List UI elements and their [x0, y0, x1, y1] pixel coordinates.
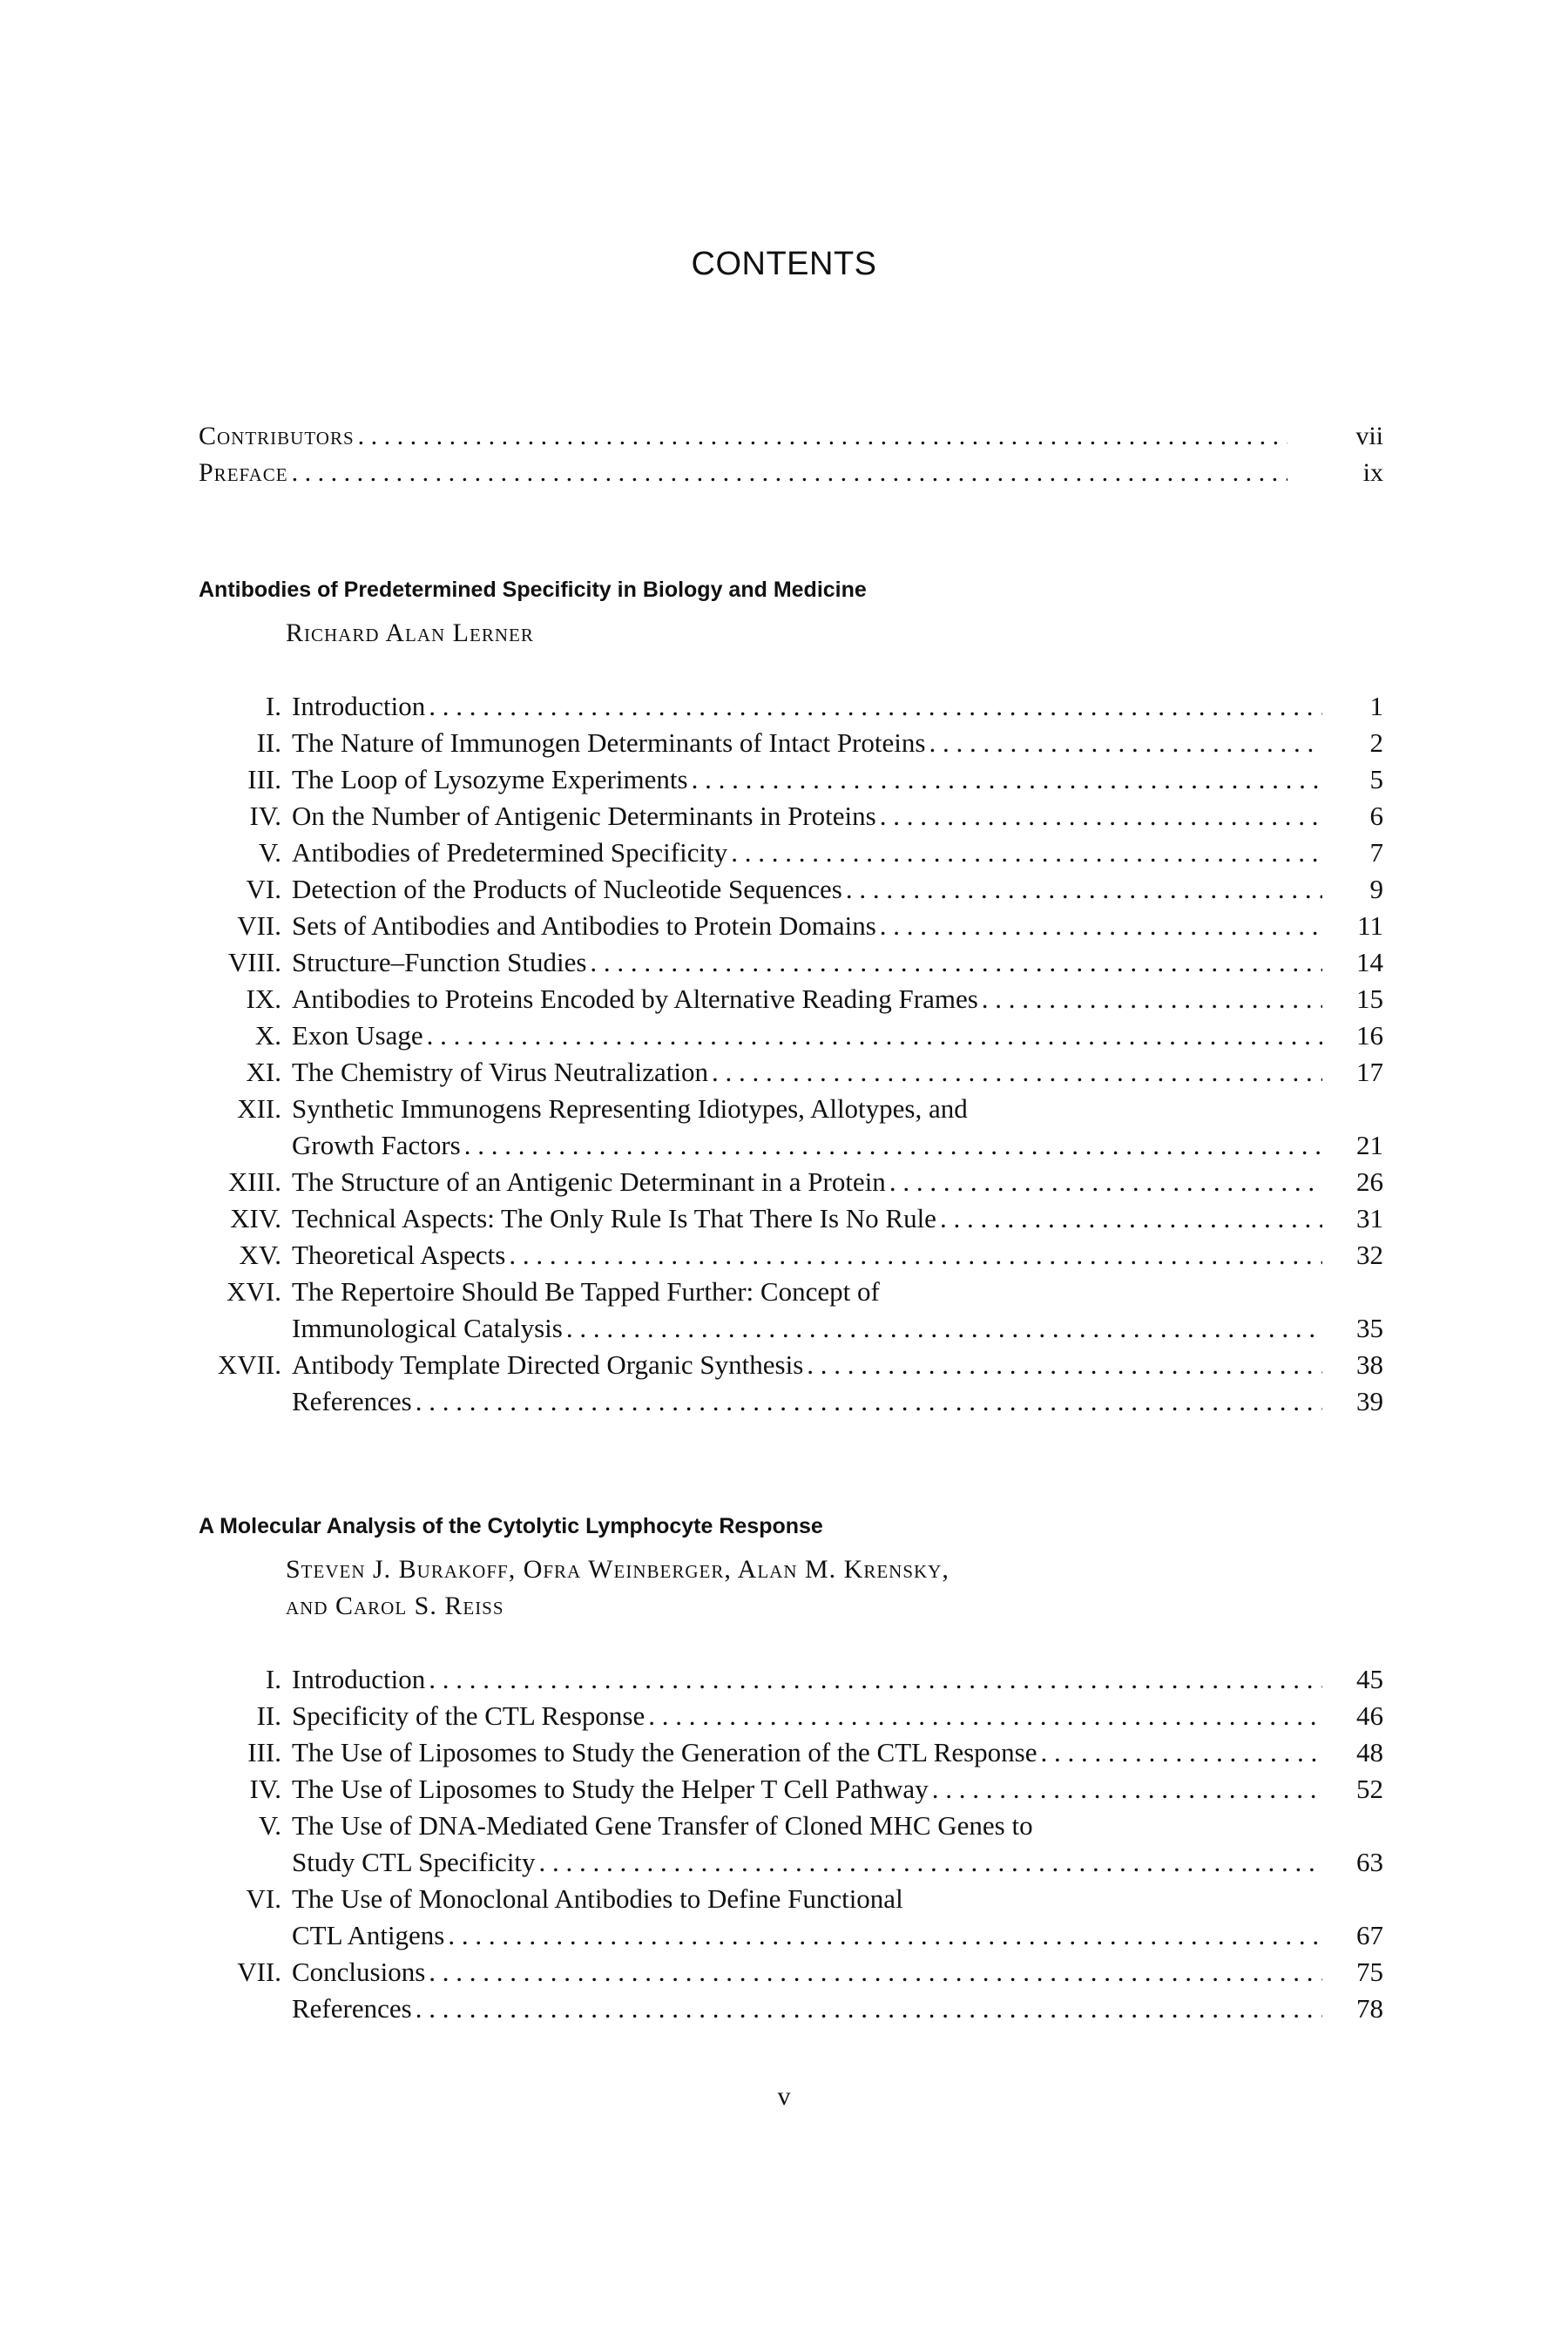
section-list [199, 1661, 1383, 2027]
entry-title: Sets of Antibodies and Antibodies to Protein Domains [292, 910, 876, 941]
entry-title: References [292, 1993, 412, 2024]
entry-page: 6 [1369, 801, 1383, 831]
entry-page: 7 [1369, 837, 1383, 868]
toc-entry[interactable] [199, 725, 1383, 761]
entry-page: 26 [1356, 1166, 1383, 1197]
entry-title: Antibodies to Proteins Encoded by Alternative Reading Frames [292, 983, 978, 1014]
leader-dots [429, 1661, 1322, 1698]
toc-entry[interactable] [199, 688, 1383, 725]
leader-dots [940, 1200, 1322, 1237]
toc-entry[interactable] [199, 1237, 1383, 1274]
toc-entry-contributors[interactable] [199, 418, 1383, 455]
toc-entry[interactable] [199, 1881, 1383, 1917]
entry-page: 32 [1356, 1240, 1383, 1270]
entry-page: ix [1362, 458, 1383, 487]
section-number: IV. [249, 801, 281, 831]
toc-entry[interactable] [199, 871, 1383, 908]
entry-title: Antibodies of Predetermined Specificity [292, 837, 728, 868]
section-number: III. [247, 1737, 281, 1767]
toc-entry[interactable] [199, 1808, 1383, 1844]
front-matter-list [199, 418, 1383, 491]
toc-entry[interactable] [199, 798, 1383, 835]
leader-dots [358, 418, 1288, 455]
toc-entry-continuation[interactable] [199, 1310, 1383, 1347]
toc-entry[interactable] [199, 1990, 1383, 2027]
entry-title: The Repertoire Should Be Tapped Further: Concept of [292, 1276, 880, 1307]
entry-title: Antibody Template Directed Organic Synthesis [292, 1349, 804, 1380]
entry-title: The Use of Liposomes to Study the Generation of the CTL Response [292, 1737, 1037, 1767]
entry-title-continuation: CTL Antigens [292, 1920, 445, 1950]
section-number: VII. [237, 1957, 281, 1987]
section-number: V. [258, 1810, 281, 1841]
entry-title: The Loop of Lysozyme Experiments [292, 764, 688, 794]
section-number: XII. [237, 1093, 281, 1124]
entry-title: The Use of DNA-Mediated Gene Transfer of Cloned MHC Genes to [292, 1810, 1033, 1841]
toc-entry[interactable] [199, 1017, 1383, 1054]
toc-entry[interactable] [199, 1347, 1383, 1383]
entry-title: Synthetic Immunogens Representing Idiotypes, Allotypes, and [292, 1093, 968, 1124]
entry-page: 67 [1356, 1920, 1383, 1950]
section-number: VII. [237, 910, 281, 941]
leader-dots [712, 1054, 1322, 1091]
toc-entry[interactable] [199, 1954, 1383, 1990]
leader-dots [539, 1844, 1322, 1881]
leader-dots [731, 835, 1322, 871]
entry-title: References [292, 1386, 412, 1416]
toc-entry[interactable] [199, 1734, 1383, 1771]
toc-entry[interactable] [199, 835, 1383, 871]
entry-title-continuation: Study CTL Specificity [292, 1847, 536, 1877]
toc-entry[interactable] [199, 908, 1383, 944]
entry-page: 31 [1356, 1203, 1383, 1233]
section-number: X. [254, 1020, 281, 1051]
section-number: II. [256, 727, 281, 758]
section-number: III. [247, 764, 281, 794]
entry-page: 15 [1356, 983, 1383, 1014]
toc-entry[interactable] [199, 981, 1383, 1017]
entry-title: Introduction [292, 1664, 426, 1694]
entry-page: 48 [1356, 1737, 1383, 1767]
toc-entry[interactable] [199, 1698, 1383, 1734]
section-number: VI. [246, 874, 281, 904]
section-number: XVII. [217, 1349, 281, 1380]
entry-page: 45 [1356, 1664, 1383, 1694]
chapter-title[interactable]: Antibodies of Predetermined Specificity in Biology and Medicine [199, 578, 867, 602]
leader-dots [566, 1310, 1322, 1347]
toc-entry-continuation[interactable] [199, 1844, 1383, 1881]
page-title: CONTENTS [691, 246, 877, 282]
toc-entry[interactable] [199, 1164, 1383, 1200]
entry-page: 21 [1356, 1130, 1383, 1160]
entry-title: The Nature of Immunogen Determinants of Intact Proteins [292, 727, 926, 758]
entry-page: 35 [1356, 1313, 1383, 1343]
leader-dots [648, 1698, 1322, 1734]
leader-dots [932, 1771, 1322, 1808]
leader-dots [509, 1237, 1322, 1274]
entry-title: Contributors [199, 422, 355, 450]
section-number: I. [265, 1664, 281, 1694]
leader-dots [1041, 1734, 1323, 1771]
entry-page: 16 [1356, 1020, 1383, 1051]
entry-page: vii [1355, 422, 1383, 450]
toc-entry[interactable] [199, 1200, 1383, 1237]
leader-dots [464, 1127, 1322, 1164]
entry-page: 52 [1356, 1774, 1383, 1804]
toc-entry[interactable] [199, 1771, 1383, 1808]
toc-entry-continuation[interactable] [199, 1917, 1383, 1954]
section-number: I. [265, 691, 281, 721]
section-number: VI. [246, 1883, 281, 1914]
toc-entry[interactable] [199, 1383, 1383, 1420]
section-number: VIII. [227, 947, 281, 977]
toc-entry[interactable] [199, 761, 1383, 798]
leader-dots [846, 871, 1322, 908]
entry-title: The Use of Monoclonal Antibodies to Define Functional [292, 1883, 903, 1914]
chapter-2 [199, 1511, 1383, 2027]
author-line: Steven J. Burakoff, Ofra Weinberger, Alan M. Krensky, [286, 1555, 950, 1584]
entry-page: 5 [1369, 764, 1383, 794]
chapter-1 [199, 575, 1383, 1420]
entry-page: 1 [1369, 691, 1383, 721]
leader-dots [590, 944, 1322, 981]
leader-dots [982, 981, 1322, 1017]
leader-dots [929, 725, 1322, 761]
toc-entry[interactable] [199, 1661, 1383, 1698]
entry-page: 9 [1369, 874, 1383, 904]
section-number: II. [256, 1700, 281, 1731]
author-line: and Carol S. Reiss [286, 1592, 504, 1620]
toc-entry[interactable] [199, 1091, 1383, 1127]
entry-page: 2 [1369, 727, 1383, 758]
section-number: IX. [246, 983, 281, 1014]
entry-page: 78 [1356, 1993, 1383, 2024]
leader-dots [429, 1954, 1322, 1990]
entry-title: Exon Usage [292, 1020, 423, 1051]
leader-dots [807, 1347, 1322, 1383]
entry-page: 14 [1356, 947, 1383, 977]
author-line: Richard Alan Lerner [286, 618, 534, 647]
section-number: XIV. [230, 1203, 281, 1233]
toc-entry[interactable] [199, 1054, 1383, 1091]
leader-dots [429, 688, 1322, 725]
entry-title: The Chemistry of Virus Neutralization [292, 1057, 708, 1087]
entry-page: 11 [1357, 910, 1383, 941]
toc-entry-preface[interactable] [199, 455, 1383, 491]
leader-dots [880, 908, 1322, 944]
section-number: XVI. [226, 1276, 281, 1307]
entry-page: 46 [1356, 1700, 1383, 1731]
entry-title: Theoretical Aspects [292, 1240, 506, 1270]
leader-dots [889, 1164, 1322, 1200]
entry-title: Technical Aspects: The Only Rule Is That There Is No Rule [292, 1203, 936, 1233]
page-number: v [777, 2082, 791, 2111]
section-number: IV. [249, 1774, 281, 1804]
toc-entry-continuation[interactable] [199, 1127, 1383, 1164]
leader-dots [427, 1017, 1322, 1054]
entry-title: Specificity of the CTL Response [292, 1700, 645, 1731]
toc-entry[interactable] [199, 1274, 1383, 1310]
section-list [199, 688, 1383, 1420]
section-number: XI. [246, 1057, 281, 1087]
section-number: V. [258, 837, 281, 868]
leader-dots [880, 798, 1322, 835]
toc-entry[interactable] [199, 944, 1383, 981]
entry-page: 75 [1356, 1957, 1383, 1987]
leader-dots [416, 1990, 1322, 2027]
entry-title: The Structure of an Antigenic Determinant in a Protein [292, 1166, 886, 1197]
section-number: XIII. [227, 1166, 281, 1197]
leader-dots [448, 1917, 1322, 1954]
entry-title: Structure–Function Studies [292, 947, 587, 977]
leader-dots [692, 761, 1322, 798]
entry-page: 17 [1356, 1057, 1383, 1087]
entry-title-continuation: Growth Factors [292, 1130, 461, 1160]
chapter-authors [286, 1551, 1383, 1625]
section-number: XV. [239, 1240, 281, 1270]
chapter-authors [286, 615, 1383, 652]
entry-title: On the Number of Antigenic Determinants in Proteins [292, 801, 876, 831]
entry-page: 63 [1356, 1847, 1383, 1877]
leader-dots [292, 455, 1288, 491]
chapter-title[interactable]: A Molecular Analysis of the Cytolytic Lymphocyte Response [199, 1514, 823, 1538]
entry-title: Detection of the Products of Nucleotide Sequences [292, 874, 842, 904]
entry-page: 38 [1356, 1349, 1383, 1380]
entry-title: Introduction [292, 691, 426, 721]
entry-title-continuation: Immunological Catalysis [292, 1313, 563, 1343]
leader-dots [416, 1383, 1322, 1420]
entry-title: The Use of Liposomes to Study the Helper T Cell Pathway [292, 1774, 929, 1804]
entry-title: Preface [199, 458, 288, 487]
entry-title: Conclusions [292, 1957, 426, 1987]
entry-page: 39 [1356, 1386, 1383, 1416]
